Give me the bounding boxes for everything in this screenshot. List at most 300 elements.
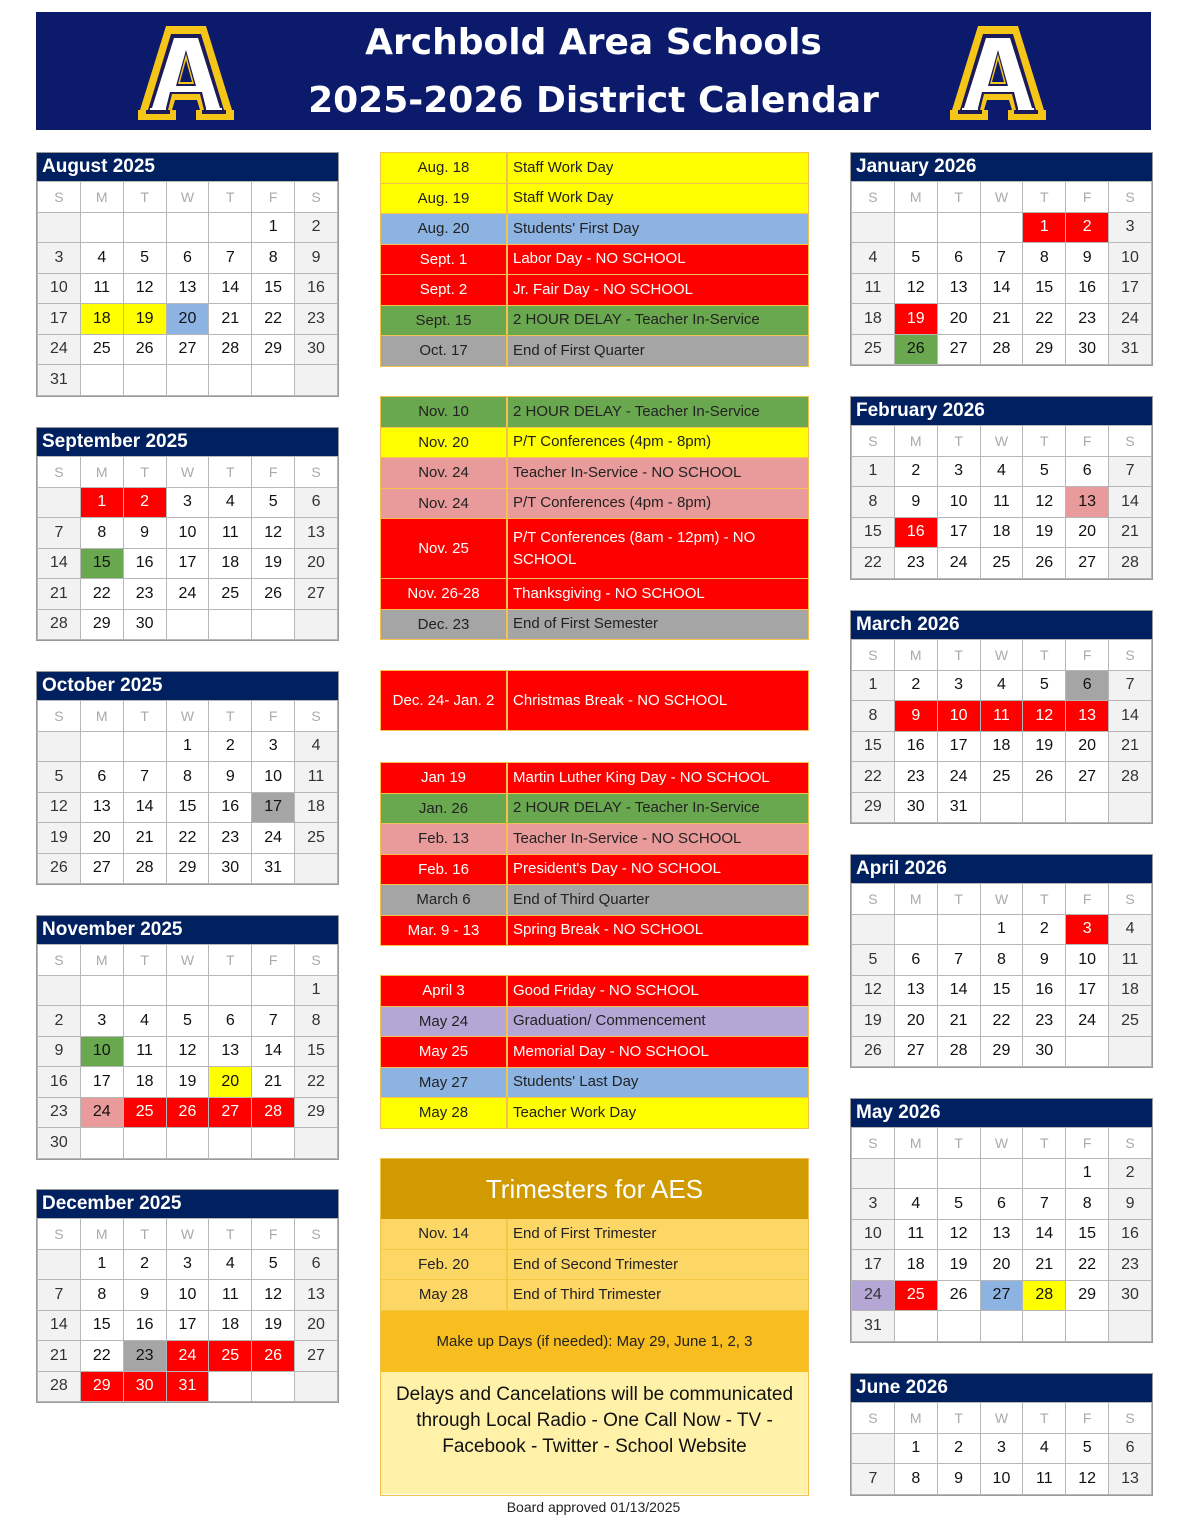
weekday-label: S: [852, 182, 895, 213]
month-calendar: [36, 671, 339, 885]
weekday-label: F: [1066, 1128, 1109, 1159]
event-row: [381, 855, 808, 886]
calendar-day: 27: [80, 853, 123, 884]
calendar-day: 26: [937, 1280, 980, 1311]
calendar-day: 18: [980, 731, 1023, 762]
calendar-day: 16: [38, 1067, 81, 1098]
calendar-day: 28: [1023, 1280, 1066, 1311]
empty-day: [166, 609, 209, 640]
calendar-day: 27: [166, 334, 209, 365]
event-row: [381, 976, 808, 1007]
calendar-day: 10: [166, 1280, 209, 1311]
calendar-day: 28: [252, 1097, 295, 1128]
event-description: Teacher In-Service - NO SCHOOL: [513, 463, 742, 481]
calendar-day: 8: [295, 1006, 338, 1037]
empty-day: [894, 1311, 937, 1342]
calendar-day: 29: [1023, 334, 1066, 365]
calendar-day: 5: [38, 762, 81, 793]
calendar-day: 2: [1066, 212, 1109, 243]
calendar-day: 28: [209, 334, 252, 365]
calendar-day: 22: [980, 1006, 1023, 1037]
month-calendar: [850, 152, 1153, 366]
event-description: Students' First Day: [513, 219, 640, 237]
event-date: Sept. 15: [381, 306, 508, 336]
calendar-day: 3: [937, 456, 980, 487]
calendar-day: 21: [1109, 517, 1152, 548]
empty-day: [937, 1311, 980, 1342]
trimester-row: [381, 1250, 808, 1281]
calendar-day: 30: [123, 1371, 166, 1402]
calendar-day: 18: [295, 792, 338, 823]
empty-day: [123, 1128, 166, 1159]
calendar-day: 1: [1066, 1158, 1109, 1189]
weekday-label: S: [1109, 426, 1152, 457]
calendar-day: 14: [252, 1036, 295, 1067]
calendar-day: 13: [166, 273, 209, 304]
calendar-day: 8: [852, 701, 895, 732]
calendar-day: 5: [1066, 1433, 1109, 1464]
calendar-day: 9: [123, 1280, 166, 1311]
calendar-day: 17: [166, 548, 209, 579]
calendar-day: 17: [38, 304, 81, 335]
calendar-day: 11: [80, 273, 123, 304]
empty-day: [80, 731, 123, 762]
calendar-day: 23: [123, 579, 166, 610]
calendar-day: 1: [1023, 212, 1066, 243]
calendar-day: 11: [209, 1280, 252, 1311]
calendar-day: 25: [209, 579, 252, 610]
month-calendar: [36, 1189, 339, 1403]
calendar-day: 10: [80, 1036, 123, 1067]
calendar-day: 13: [894, 975, 937, 1006]
calendar-day: 1: [252, 212, 295, 243]
event-date: Nov. 10: [381, 397, 508, 427]
event-description: 2 HOUR DELAY - Teacher In-Service: [513, 402, 760, 420]
empty-day: [38, 487, 81, 518]
calendar-day: 15: [252, 273, 295, 304]
weekday-label: F: [252, 182, 295, 213]
event-description: Students' Last Day: [513, 1073, 639, 1091]
event-row: [381, 428, 808, 459]
calendar-day: 8: [166, 762, 209, 793]
empty-day: [38, 975, 81, 1006]
calendar-day: 23: [894, 548, 937, 579]
calendar-day: 24: [1109, 304, 1152, 335]
empty-day: [852, 212, 895, 243]
calendar-day: 25: [209, 1341, 252, 1372]
weekday-label: W: [166, 701, 209, 732]
weekday-label: T: [1023, 1403, 1066, 1434]
empty-day: [1109, 1311, 1152, 1342]
weekday-label: T: [123, 1219, 166, 1250]
event-row: [381, 579, 808, 610]
weekday-label: T: [123, 182, 166, 213]
calendar-day: 1: [852, 670, 895, 701]
event-description: P/T Conferences (4pm - 8pm): [513, 494, 712, 512]
weekday-label: S: [852, 884, 895, 915]
event-row: [381, 763, 808, 794]
events-table: [380, 670, 809, 731]
event-description: Good Friday - NO SCHOOL: [513, 981, 699, 999]
calendar-day: 5: [252, 487, 295, 518]
calendar-day: 29: [252, 334, 295, 365]
calendar-day: 15: [1066, 1219, 1109, 1250]
calendar-day: 29: [1066, 1280, 1109, 1311]
calendar-day: 24: [937, 762, 980, 793]
calendar-day: 12: [166, 1036, 209, 1067]
empty-day: [295, 1371, 338, 1402]
calendar-day: 16: [123, 1310, 166, 1341]
calendar-day: 21: [209, 304, 252, 335]
weekday-label: W: [980, 1403, 1023, 1434]
calendar-day: 31: [937, 792, 980, 823]
calendar-day: 2: [1023, 914, 1066, 945]
calendar-day: 3: [1066, 914, 1109, 945]
calendar-day: 22: [1066, 1250, 1109, 1281]
event-row: [381, 245, 808, 276]
event-description: End of First Semester: [513, 615, 659, 633]
calendar-day: 5: [123, 243, 166, 274]
calendar-day: 21: [252, 1067, 295, 1098]
event-row: [381, 519, 808, 579]
event-description: P/T Conferences (4pm - 8pm): [513, 433, 712, 451]
month-calendar: [850, 610, 1153, 824]
event-description: Jr. Fair Day - NO SCHOOL: [513, 280, 694, 298]
calendar-day: 1: [295, 975, 338, 1006]
calendar-day: 7: [1109, 456, 1152, 487]
calendar-day: 17: [937, 731, 980, 762]
calendar-day: 10: [38, 273, 81, 304]
weekday-label: M: [894, 182, 937, 213]
calendar-day: 27: [980, 1280, 1023, 1311]
event-description: President's Day - NO SCHOOL: [513, 860, 721, 878]
calendar-day: 3: [166, 1249, 209, 1280]
event-row: [381, 916, 808, 946]
calendar-day: 23: [1066, 304, 1109, 335]
empty-day: [80, 1128, 123, 1159]
calendar-day: 14: [123, 792, 166, 823]
calendar-day: 19: [937, 1250, 980, 1281]
calendar-day: 13: [937, 273, 980, 304]
calendar-day: 6: [937, 243, 980, 274]
calendar-day: 19: [252, 1310, 295, 1341]
calendar-day: 17: [1066, 975, 1109, 1006]
calendar-day: 3: [80, 1006, 123, 1037]
calendar-day: 2: [937, 1433, 980, 1464]
event-row: [381, 1068, 808, 1099]
calendar-day: 12: [252, 518, 295, 549]
empty-day: [1109, 1036, 1152, 1067]
empty-day: [123, 212, 166, 243]
calendar-day: 3: [1109, 212, 1152, 243]
makeup-days: Make up Days (if needed): May 29, June 1, 2, 3: [381, 1311, 808, 1372]
calendar-day: 30: [1023, 1036, 1066, 1067]
calendar-day: 5: [166, 1006, 209, 1037]
calendar-day: 11: [209, 518, 252, 549]
event-description: Graduation/ Commencement: [513, 1012, 706, 1030]
empty-day: [209, 609, 252, 640]
weekday-label: W: [980, 426, 1023, 457]
calendar-day: 27: [295, 1341, 338, 1372]
calendar-day: 29: [166, 853, 209, 884]
calendar-day: 28: [38, 1371, 81, 1402]
calendar-day: 14: [1109, 487, 1152, 518]
calendar-day: 25: [1109, 1006, 1152, 1037]
event-date: Mar. 9 - 13: [381, 916, 508, 946]
archbold-a-logo-icon: [948, 22, 1048, 122]
calendar-day: 16: [1066, 273, 1109, 304]
empty-day: [123, 975, 166, 1006]
empty-day: [166, 212, 209, 243]
calendar-day: 20: [1066, 517, 1109, 548]
calendar-day: 11: [980, 487, 1023, 518]
calendar-day: 7: [209, 243, 252, 274]
calendar-day: 5: [937, 1189, 980, 1220]
month-calendar: [850, 1373, 1153, 1496]
weekday-label: S: [295, 1219, 338, 1250]
calendar-day: 4: [980, 456, 1023, 487]
calendar-day: 7: [38, 518, 81, 549]
calendar-day: 27: [894, 1036, 937, 1067]
calendar-day: 30: [295, 334, 338, 365]
calendar-day: 18: [123, 1067, 166, 1098]
calendar-day: 22: [852, 548, 895, 579]
calendar-day: 10: [937, 487, 980, 518]
calendar-day: 5: [1023, 670, 1066, 701]
calendar-day: 15: [980, 975, 1023, 1006]
calendar-day: 19: [252, 548, 295, 579]
calendar-day: 31: [38, 365, 81, 396]
calendar-day: 21: [1023, 1250, 1066, 1281]
empty-day: [166, 365, 209, 396]
calendar-day: 23: [1023, 1006, 1066, 1037]
trimester-text: End of Second Trimester: [513, 1255, 679, 1273]
event-row: [381, 184, 808, 215]
weekday-label: M: [894, 640, 937, 671]
event-date: May 24: [381, 1007, 508, 1037]
calendar-day: 28: [38, 609, 81, 640]
trimesters-box: [380, 1158, 809, 1496]
calendar-day: 14: [1109, 701, 1152, 732]
event-date: Sept. 2: [381, 275, 508, 305]
calendar-day: 23: [123, 1341, 166, 1372]
weekday-label: F: [252, 1219, 295, 1250]
calendar-day: 15: [166, 792, 209, 823]
empty-day: [209, 212, 252, 243]
weekday-label: W: [980, 182, 1023, 213]
calendar-day: 6: [894, 945, 937, 976]
weekday-label: M: [894, 1128, 937, 1159]
calendar-day: 21: [123, 823, 166, 854]
calendar-day: 17: [1109, 273, 1152, 304]
weekday-label: T: [209, 945, 252, 976]
weekday-label: T: [209, 1219, 252, 1250]
event-row: [381, 610, 808, 640]
event-row: [381, 885, 808, 916]
calendar-day: 10: [252, 762, 295, 793]
calendar-day: 24: [166, 1341, 209, 1372]
month-title: August 2025: [37, 153, 338, 181]
weekday-label: W: [980, 1128, 1023, 1159]
weekday-label: T: [123, 701, 166, 732]
empty-day: [937, 914, 980, 945]
month-title: April 2026: [851, 855, 1152, 883]
weekday-label: S: [852, 1403, 895, 1434]
month-calendar: [36, 427, 339, 641]
calendar-day: 30: [1109, 1280, 1152, 1311]
calendar-day: 19: [1023, 517, 1066, 548]
calendar-day: 2: [123, 487, 166, 518]
calendar-day: 30: [894, 792, 937, 823]
calendar-day: 13: [980, 1219, 1023, 1250]
calendar-day: 26: [123, 334, 166, 365]
calendar-day: 26: [852, 1036, 895, 1067]
calendar-day: 2: [894, 670, 937, 701]
calendar-day: 3: [937, 670, 980, 701]
calendar-day: 18: [209, 1310, 252, 1341]
weekday-label: F: [1066, 182, 1109, 213]
empty-day: [38, 212, 81, 243]
calendar-day: 21: [980, 304, 1023, 335]
calendar-day: 24: [937, 548, 980, 579]
calendar-day: 1: [166, 731, 209, 762]
month-title: January 2026: [851, 153, 1152, 181]
weekday-label: F: [1066, 1403, 1109, 1434]
calendar-day: 20: [1066, 731, 1109, 762]
weekday-label: S: [1109, 1403, 1152, 1434]
calendar-day: 13: [295, 1280, 338, 1311]
weekday-label: W: [166, 945, 209, 976]
empty-day: [252, 365, 295, 396]
weekday-label: M: [80, 457, 123, 488]
calendar-day: 12: [852, 975, 895, 1006]
header-banner: [36, 12, 1151, 130]
event-description: Staff Work Day: [513, 158, 614, 176]
empty-day: [980, 212, 1023, 243]
calendar-day: 13: [295, 518, 338, 549]
empty-day: [980, 1158, 1023, 1189]
calendar-day: 3: [980, 1433, 1023, 1464]
event-date: Feb. 16: [381, 855, 508, 885]
calendar-day: 30: [123, 609, 166, 640]
calendar-day: 30: [209, 853, 252, 884]
event-date: Jan. 26: [381, 794, 508, 824]
weekday-label: W: [980, 640, 1023, 671]
calendar-day: 12: [1066, 1464, 1109, 1495]
weekday-label: S: [38, 182, 81, 213]
event-description: Martin Luther King Day - NO SCHOOL: [513, 768, 770, 786]
event-date: Aug. 19: [381, 184, 508, 214]
calendar-day: 24: [166, 579, 209, 610]
empty-day: [38, 731, 81, 762]
calendar-day: 5: [1023, 456, 1066, 487]
weekday-label: F: [252, 701, 295, 732]
calendar-day: 4: [852, 243, 895, 274]
event-row: [381, 1037, 808, 1068]
calendar-day: 24: [252, 823, 295, 854]
calendar-day: 11: [852, 273, 895, 304]
calendar-day: 19: [123, 304, 166, 335]
calendar-day: 6: [80, 762, 123, 793]
weekday-label: T: [1023, 1128, 1066, 1159]
calendar-day: 18: [1109, 975, 1152, 1006]
month-title: November 2025: [37, 916, 338, 944]
calendar-day: 23: [1109, 1250, 1152, 1281]
calendar-day: 18: [209, 548, 252, 579]
calendar-day: 22: [852, 762, 895, 793]
event-date: Nov. 26-28: [381, 579, 508, 609]
calendar-day: 7: [1023, 1189, 1066, 1220]
calendar-day: 3: [166, 487, 209, 518]
weekday-label: M: [80, 945, 123, 976]
calendar-day: 4: [123, 1006, 166, 1037]
calendar-day: 26: [1023, 548, 1066, 579]
calendar-day: 16: [123, 548, 166, 579]
calendar-day: 29: [852, 792, 895, 823]
weekday-label: W: [980, 884, 1023, 915]
event-row: [381, 671, 808, 730]
month-title: May 2026: [851, 1099, 1152, 1127]
calendar-day: 8: [1023, 243, 1066, 274]
event-description: P/T Conferences (8am - 12pm) - NO SCHOOL: [513, 528, 756, 568]
event-row: [381, 794, 808, 825]
calendar-day: 28: [937, 1036, 980, 1067]
calendar-day: 15: [1023, 273, 1066, 304]
calendar-day: 2: [1109, 1158, 1152, 1189]
calendar-day: 19: [38, 823, 81, 854]
empty-day: [852, 914, 895, 945]
calendar-day: 11: [894, 1219, 937, 1250]
weekday-label: T: [1023, 182, 1066, 213]
calendar-day: 4: [209, 487, 252, 518]
delays-notice: Delays and Cancelations will be communicated through Local Radio - One Call Now - TV - Facebook - Twitter - School Website: [381, 1372, 808, 1494]
weekday-label: S: [1109, 1128, 1152, 1159]
calendar-day: 9: [1023, 945, 1066, 976]
calendar-day: 27: [295, 579, 338, 610]
calendar-day: 9: [38, 1036, 81, 1067]
calendar-day: 12: [937, 1219, 980, 1250]
event-row: [381, 153, 808, 184]
weekday-label: S: [1109, 640, 1152, 671]
calendar-day: 26: [894, 334, 937, 365]
calendar-day: 5: [252, 1249, 295, 1280]
calendar-day: 11: [123, 1036, 166, 1067]
trimester-date: May 28: [381, 1280, 508, 1310]
event-description: Teacher Work Day: [513, 1103, 637, 1121]
empty-day: [252, 609, 295, 640]
calendar-day: 24: [852, 1280, 895, 1311]
weekday-label: S: [852, 640, 895, 671]
event-description: Labor Day - NO SCHOOL: [513, 250, 686, 268]
event-row: [381, 306, 808, 337]
calendar-day: 1: [80, 1249, 123, 1280]
calendar-day: 16: [209, 792, 252, 823]
trimester-date: Feb. 20: [381, 1250, 508, 1280]
calendar-day: 19: [852, 1006, 895, 1037]
calendar-day: 21: [1109, 731, 1152, 762]
calendar-day: 17: [937, 517, 980, 548]
calendar-day: 11: [295, 762, 338, 793]
calendar-day: 10: [1066, 945, 1109, 976]
calendar-day: 18: [894, 1250, 937, 1281]
empty-day: [252, 1371, 295, 1402]
calendar-day: 9: [1109, 1189, 1152, 1220]
empty-day: [894, 914, 937, 945]
calendar-day: 16: [894, 731, 937, 762]
calendar-day: 6: [980, 1189, 1023, 1220]
weekday-label: W: [166, 457, 209, 488]
school-name: Archbold Area Schools: [365, 22, 822, 63]
